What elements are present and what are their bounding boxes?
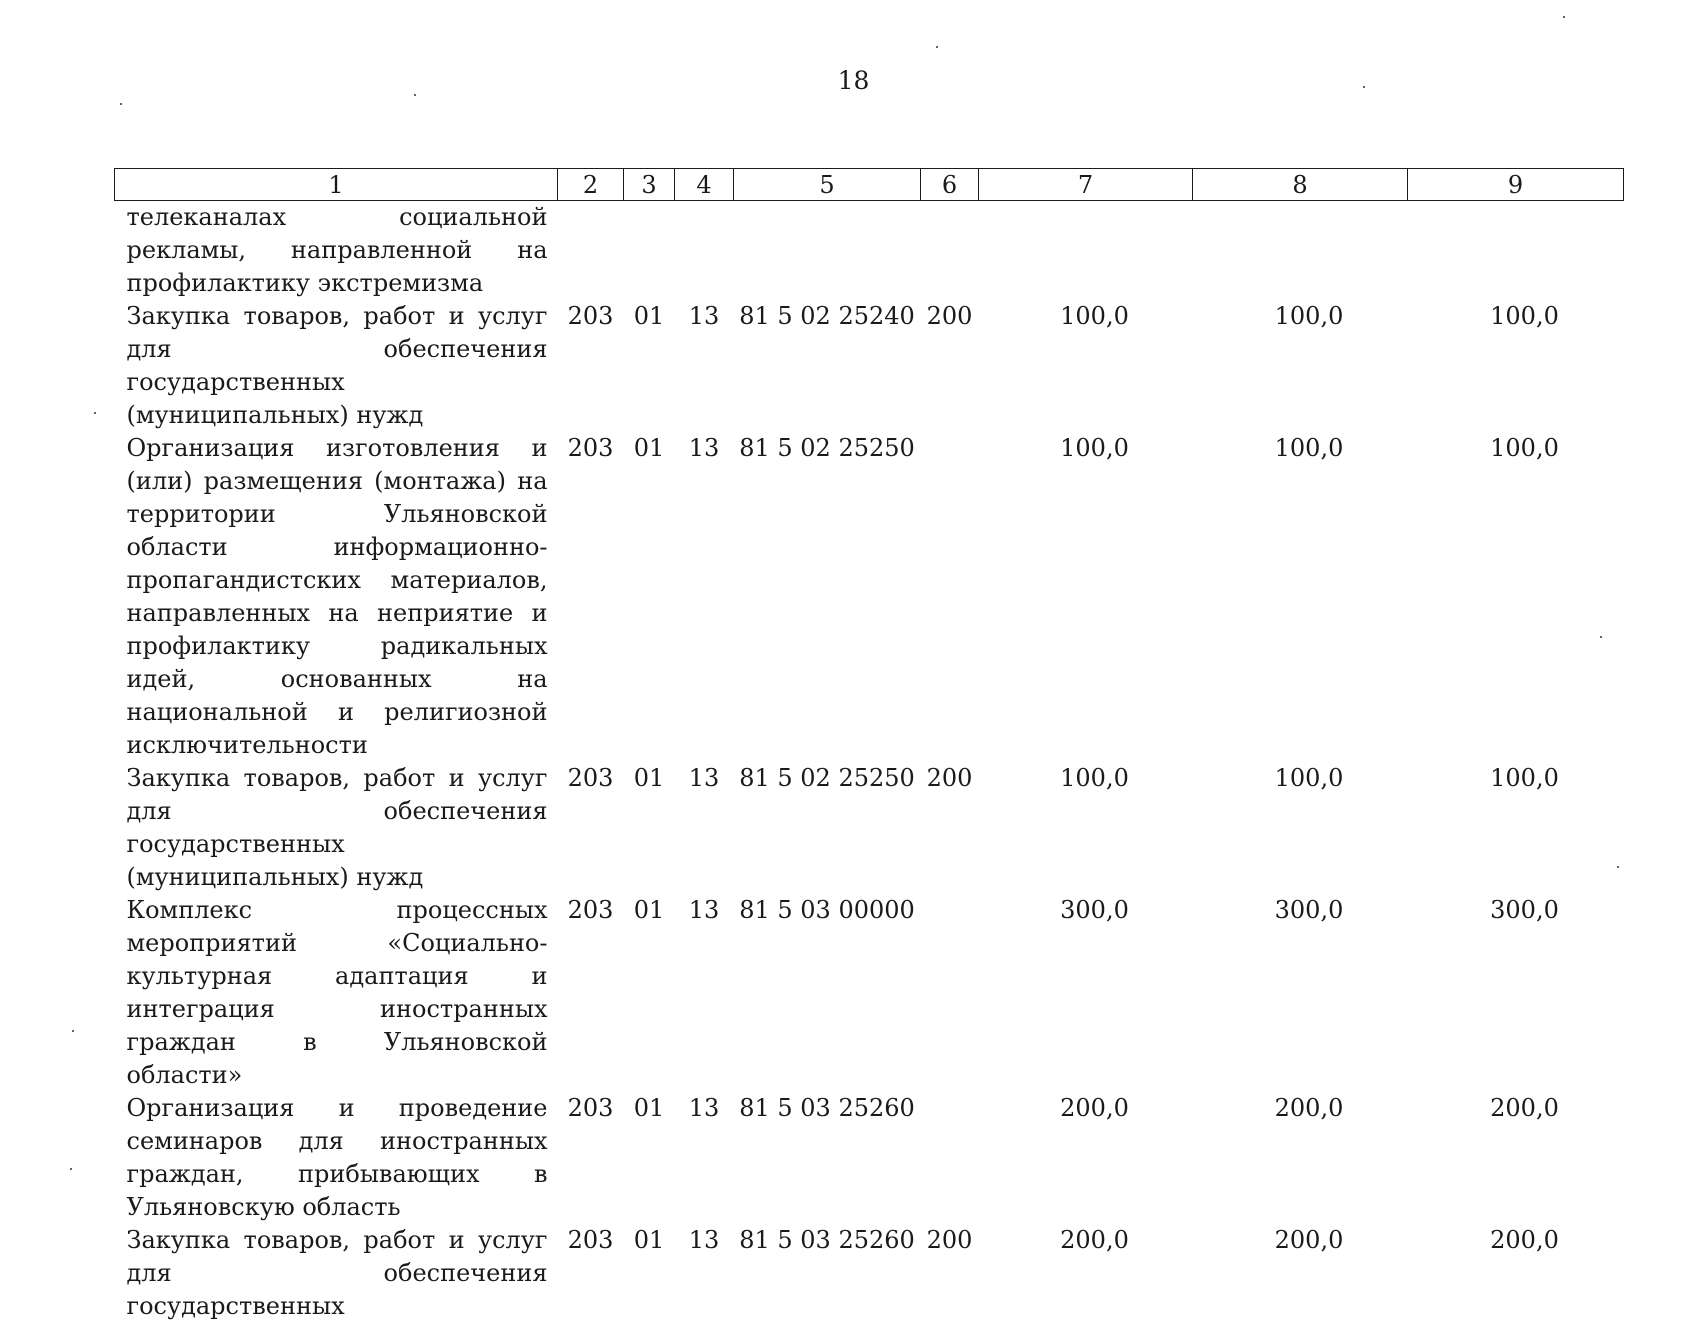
row-section-code: 01 [633,434,665,462]
column-header: 8 [1193,169,1408,201]
table-row [115,1092,1624,1224]
row-target-code: 81 5 03 25260 [739,1226,915,1254]
row-amount-8: 200,0 [1274,1094,1344,1122]
row-amount-8: 200,0 [1274,1226,1344,1254]
row-amount-9: 100,0 [1490,302,1559,330]
row-amount-9: 100,0 [1490,434,1559,462]
row-amount-9: 300,0 [1490,896,1559,924]
row-expense-type: 200 [926,764,973,792]
page-number: 18 [837,66,870,95]
row-target-code [734,201,921,301]
table-row [115,300,1624,432]
row-subsection-code: 13 [688,1226,720,1254]
row-amount-8: 300,0 [1274,896,1344,924]
row-amount-8: 100,0 [1274,434,1344,462]
row-amount-8 [1193,201,1408,301]
row-expense-type [921,432,979,762]
scan-speckle [120,103,122,105]
row-amount-8: 100,0 [1274,302,1344,330]
row-subsection-code: 13 [688,764,720,792]
table-row [115,1224,1624,1323]
row-amount-8: 100,0 [1274,764,1344,792]
row-name: телеканалах социальной рекламы, направленной на профилактику экстремизма [126,203,548,297]
row-subsection-code: 13 [688,302,720,330]
row-amount-9 [1408,201,1624,301]
row-amount-7: 200,0 [1060,1094,1129,1122]
row-name: Закупка товаров, работ и услуг для обеспечения государственных (муниципальных) нужд [126,302,548,429]
row-section-code: 01 [633,1226,665,1254]
row-amount-7 [979,201,1193,301]
row-name: Закупка товаров, работ и услуг для обеспечения государственных (муниципальных) нужд [126,764,548,891]
row-expense-type [921,1092,979,1224]
row-subsection-code [675,201,734,301]
row-target-code: 81 5 02 25240 [739,302,915,330]
table-row [115,894,1624,1092]
table-header-row [115,169,1624,201]
row-amount-7: 200,0 [1060,1226,1129,1254]
row-expense-type: 200 [926,302,973,330]
column-header: 7 [979,169,1193,201]
table-row [115,201,1624,301]
scan-speckle [1617,866,1619,868]
scan-speckle [70,1168,72,1170]
row-section-code: 01 [633,896,665,924]
scan-speckle [414,94,416,96]
row-target-code: 81 5 03 00000 [739,896,915,924]
row-amount-9: 200,0 [1490,1226,1559,1254]
row-expense-type [921,201,979,301]
column-header: 3 [624,169,675,201]
scan-speckle [94,412,96,414]
row-ministry-code: 203 [567,302,614,330]
row-expense-type: 200 [926,1226,973,1254]
row-name: Комплекс процессных мероприятий «Социально-культурная адаптация и интеграция иностранных граждан в Ульяновской области» [126,896,548,1089]
scan-speckle [936,46,938,48]
row-amount-9: 200,0 [1490,1094,1559,1122]
row-ministry-code: 203 [567,434,614,462]
scan-speckle [1363,86,1365,88]
column-header: 2 [558,169,624,201]
row-expense-type [921,894,979,1092]
row-name: Организация изготовления и (или) размещения (монтажа) на территории Ульяновской области информационно-пропагандистских материалов, направленных на неприятие и профилактику радикальных идей, основанных на национальной и религиозной исключительности [126,434,548,759]
row-section-code: 01 [633,764,665,792]
row-target-code: 81 5 03 25260 [739,1094,915,1122]
row-target-code: 81 5 02 25250 [739,764,915,792]
row-section-code: 01 [633,302,665,330]
column-header: 9 [1408,169,1624,201]
row-subsection-code: 13 [688,1094,720,1122]
row-amount-9: 100,0 [1490,764,1559,792]
row-ministry-code: 203 [567,1094,614,1122]
row-amount-7: 100,0 [1060,302,1129,330]
scan-speckle [72,1030,74,1032]
row-ministry-code: 203 [567,764,614,792]
row-ministry-code: 203 [567,896,614,924]
row-name: Закупка товаров, работ и услуг для обеспечения государственных [126,1226,548,1320]
row-amount-7: 100,0 [1060,434,1129,462]
row-target-code: 81 5 02 25250 [739,434,915,462]
column-header: 6 [921,169,979,201]
row-name: Организация и проведение семинаров для иностранных граждан, прибывающих в Ульяновскую область [126,1094,548,1221]
column-header: 4 [675,169,734,201]
row-amount-7: 300,0 [1060,896,1129,924]
column-header: 1 [115,169,558,201]
row-subsection-code: 13 [688,896,720,924]
scan-speckle [1563,16,1565,18]
table-row [115,432,1624,762]
budget-table [114,168,1624,1323]
row-ministry-code [558,201,624,301]
table-row [115,762,1624,894]
row-ministry-code: 203 [567,1226,614,1254]
scan-speckle [1600,636,1602,638]
row-section-code [624,201,675,301]
row-amount-7: 100,0 [1060,764,1129,792]
column-header: 5 [734,169,921,201]
row-section-code: 01 [633,1094,665,1122]
row-subsection-code: 13 [688,434,720,462]
